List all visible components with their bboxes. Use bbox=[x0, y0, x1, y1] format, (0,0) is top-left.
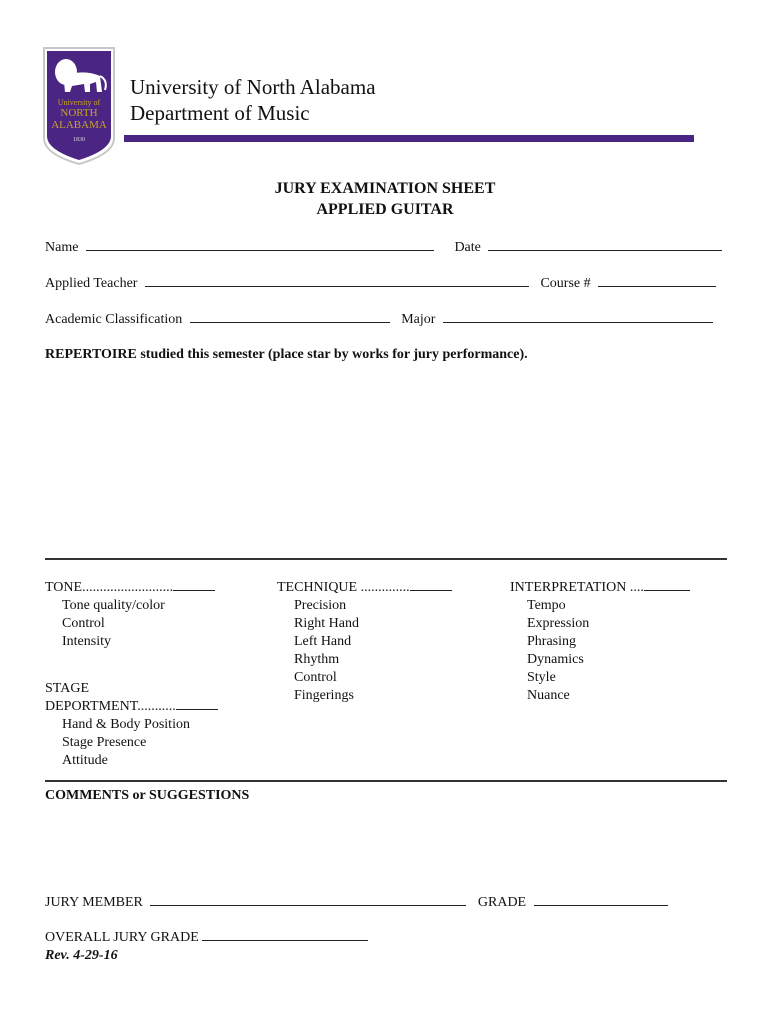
name-label: Name bbox=[45, 240, 79, 255]
technique-item: Control bbox=[294, 670, 337, 685]
interpretation-item: Tempo bbox=[527, 598, 566, 613]
course-label: Course # bbox=[540, 276, 591, 291]
technique-heading: TECHNIQUE .............. bbox=[277, 579, 497, 597]
technique-score-field[interactable] bbox=[410, 590, 452, 591]
date-field[interactable] bbox=[488, 250, 722, 251]
section-divider bbox=[45, 780, 727, 782]
deportment-heading: DEPORTMENT........... bbox=[45, 698, 255, 716]
interpretation-column bbox=[510, 579, 730, 705]
applied-teacher-field[interactable] bbox=[145, 286, 529, 287]
logo-text-north: NORTH bbox=[60, 107, 98, 119]
interpretation-item: Dynamics bbox=[527, 652, 584, 667]
applied-teacher-label: Applied Teacher bbox=[45, 276, 138, 291]
overall-grade-field[interactable] bbox=[202, 940, 368, 941]
overall-grade-row bbox=[45, 930, 368, 946]
stage-item: Attitude bbox=[62, 753, 108, 768]
stage-item: Hand & Body Position bbox=[62, 717, 190, 732]
logo-year: 1830 bbox=[73, 137, 85, 143]
header-divider-bar bbox=[124, 135, 694, 142]
name-field[interactable] bbox=[86, 250, 434, 251]
stage-heading: STAGE bbox=[45, 681, 89, 696]
course-field[interactable] bbox=[598, 286, 716, 287]
stage-item: Stage Presence bbox=[62, 735, 147, 750]
repertoire-instructions: REPERTOIRE studied this semester (place star by works for jury performance). bbox=[45, 347, 528, 362]
interpretation-item: Phrasing bbox=[527, 634, 576, 649]
jury-member-label: JURY MEMBER bbox=[45, 895, 143, 910]
grade-label: GRADE bbox=[477, 895, 527, 910]
technique-item: Precision bbox=[294, 598, 347, 613]
tone-item: Tone quality/color bbox=[62, 598, 165, 613]
sheet-title bbox=[0, 178, 770, 220]
classification-major-row bbox=[45, 312, 713, 328]
jury-member-field[interactable] bbox=[150, 905, 466, 906]
jury-member-row bbox=[45, 895, 668, 911]
interpretation-item: Expression bbox=[527, 616, 590, 631]
deportment-score-field[interactable] bbox=[176, 709, 218, 710]
logo-text-university-of: University of bbox=[57, 98, 101, 107]
tone-heading: TONE.......................... bbox=[45, 579, 255, 597]
logo-text-alabama: ALABAMA bbox=[51, 119, 107, 131]
letterhead-title bbox=[130, 74, 376, 126]
overall-grade-label: OVERALL JURY GRADE bbox=[45, 930, 199, 945]
technique-item: Fingerings bbox=[294, 688, 354, 703]
section-divider bbox=[45, 558, 727, 560]
interpretation-heading: INTERPRETATION .... bbox=[510, 579, 730, 597]
department-name: Department of Music bbox=[130, 101, 310, 125]
university-logo bbox=[42, 46, 116, 166]
comments-heading: COMMENTS or SUGGESTIONS bbox=[45, 788, 250, 803]
teacher-course-row bbox=[45, 276, 716, 292]
major-label: Major bbox=[401, 312, 436, 327]
grade-field[interactable] bbox=[534, 905, 668, 906]
tone-stage-column bbox=[45, 579, 255, 770]
technique-item: Right Hand bbox=[294, 616, 359, 631]
institution-name: University of North Alabama bbox=[130, 75, 376, 99]
tone-score-field[interactable] bbox=[173, 590, 215, 591]
academic-classification-label: Academic Classification bbox=[45, 312, 183, 327]
interpretation-item: Nuance bbox=[527, 688, 570, 703]
tone-item: Intensity bbox=[62, 634, 111, 649]
sheet-title-line2: APPLIED GUITAR bbox=[316, 201, 454, 218]
technique-item: Rhythm bbox=[294, 652, 340, 667]
major-field[interactable] bbox=[443, 322, 713, 323]
technique-item: Left Hand bbox=[294, 634, 352, 649]
technique-column bbox=[277, 579, 497, 705]
tone-item: Control bbox=[62, 616, 105, 631]
interpretation-item: Style bbox=[527, 670, 556, 685]
sheet-title-line1: JURY EXAMINATION SHEET bbox=[274, 180, 496, 197]
revision-date: Rev. 4-29-16 bbox=[45, 948, 118, 963]
interpretation-score-field[interactable] bbox=[644, 590, 690, 591]
academic-classification-field[interactable] bbox=[190, 322, 390, 323]
date-label: Date bbox=[454, 240, 481, 255]
name-date-row bbox=[45, 240, 722, 256]
